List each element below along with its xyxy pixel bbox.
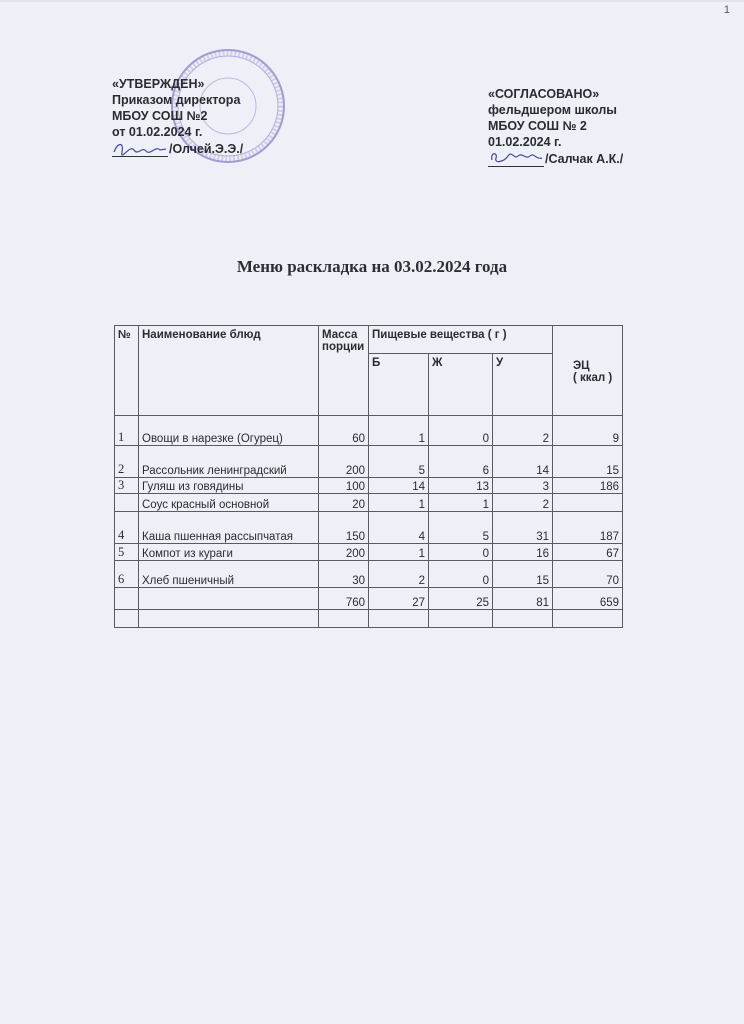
cell-zh: 1 bbox=[429, 494, 493, 512]
table-row bbox=[115, 561, 623, 588]
cell-dish-name: Овощи в нарезке (Огурец) bbox=[139, 416, 319, 446]
table-row bbox=[115, 416, 623, 446]
header-energy bbox=[553, 326, 623, 416]
cell-u: 31 bbox=[493, 512, 553, 544]
cell-mass: 100 bbox=[319, 478, 369, 494]
cell-e: 187 bbox=[553, 512, 623, 544]
table-row bbox=[115, 478, 623, 494]
cell-empty bbox=[369, 610, 429, 628]
agreement-signer: /Салчак А.К./ bbox=[545, 152, 624, 166]
cell-e bbox=[553, 494, 623, 512]
total-e: 659 bbox=[553, 588, 623, 610]
agreement-block bbox=[488, 86, 623, 167]
director-signature bbox=[112, 140, 168, 157]
agreement-by: фельдшером школы bbox=[488, 103, 617, 117]
header-energy-unit: ( ккал ) bbox=[573, 372, 613, 384]
cell-b: 5 bbox=[369, 446, 429, 478]
cell-empty bbox=[319, 610, 369, 628]
cell-b: 14 bbox=[369, 478, 429, 494]
approval-heading: «УТВЕРЖДЕН» bbox=[112, 77, 205, 91]
page-corner-mark: 1 bbox=[723, 4, 730, 16]
cell-zh: 6 bbox=[429, 446, 493, 478]
totals-row bbox=[115, 588, 623, 610]
cell-b: 2 bbox=[369, 561, 429, 588]
cell-mass: 30 bbox=[319, 561, 369, 588]
cell-zh: 0 bbox=[429, 561, 493, 588]
header-carbs: У bbox=[493, 354, 553, 416]
cell-mass: 200 bbox=[319, 446, 369, 478]
medic-signature bbox=[488, 150, 544, 167]
table-row bbox=[115, 512, 623, 544]
cell-empty bbox=[493, 610, 553, 628]
menu-table bbox=[114, 325, 623, 628]
cell-zh: 5 bbox=[429, 512, 493, 544]
header-no: № bbox=[115, 326, 139, 416]
cell-mass: 60 bbox=[319, 416, 369, 446]
cell-empty bbox=[553, 610, 623, 628]
total-u: 81 bbox=[493, 588, 553, 610]
cell-b: 4 bbox=[369, 512, 429, 544]
cell-dish-name: Рассольник ленинградский bbox=[139, 446, 319, 478]
cell-e: 67 bbox=[553, 544, 623, 561]
cell-e: 70 bbox=[553, 561, 623, 588]
approval-date: от 01.02.2024 г. bbox=[112, 125, 203, 139]
cell-e: 9 bbox=[553, 416, 623, 446]
cell-e: 15 bbox=[553, 446, 623, 478]
cell-empty bbox=[115, 610, 139, 628]
total-b: 27 bbox=[369, 588, 429, 610]
header-fat: Ж bbox=[429, 354, 493, 416]
cell-b: 1 bbox=[369, 494, 429, 512]
cell-e: 186 bbox=[553, 478, 623, 494]
agreement-signature-line bbox=[488, 150, 623, 167]
table-row bbox=[115, 494, 623, 512]
cell-no: 1 bbox=[115, 416, 139, 446]
approval-block bbox=[112, 76, 243, 157]
cell-zh: 0 bbox=[429, 416, 493, 446]
table-row bbox=[115, 544, 623, 561]
cell-dish-name: Компот из кураги bbox=[139, 544, 319, 561]
cell-u: 3 bbox=[493, 478, 553, 494]
cell-zh: 13 bbox=[429, 478, 493, 494]
cell-no: 2 bbox=[115, 446, 139, 478]
cell-b: 1 bbox=[369, 544, 429, 561]
table-row bbox=[115, 446, 623, 478]
cell-no: 6 bbox=[115, 561, 139, 588]
header-energy-label: ЭЦ bbox=[573, 360, 590, 372]
approval-school: МБОУ СОШ №2 bbox=[112, 109, 208, 123]
cell-dish-name: Гуляш из говядины bbox=[139, 478, 319, 494]
approval-signer: /Олчей.Э.Э./ bbox=[169, 142, 244, 156]
cell-b: 1 bbox=[369, 416, 429, 446]
header-protein: Б bbox=[369, 354, 429, 416]
cell-u: 14 bbox=[493, 446, 553, 478]
cell-dish-name: Соус красный основной bbox=[139, 494, 319, 512]
cell-no: 3 bbox=[115, 478, 139, 494]
header-name: Наименование блюд bbox=[139, 326, 319, 416]
total-zh: 25 bbox=[429, 588, 493, 610]
document-title: Меню раскладка на 03.02.2024 года bbox=[236, 257, 508, 276]
cell-mass: 150 bbox=[319, 512, 369, 544]
cell-zh: 0 bbox=[429, 544, 493, 561]
cell-no: 5 bbox=[115, 544, 139, 561]
cell-u: 2 bbox=[493, 494, 553, 512]
agreement-heading: «СОГЛАСОВАНО» bbox=[488, 87, 600, 101]
cell-empty bbox=[115, 588, 139, 610]
approval-signature-line bbox=[112, 140, 243, 157]
cell-empty bbox=[429, 610, 493, 628]
cell-u: 16 bbox=[493, 544, 553, 561]
cell-mass: 20 bbox=[319, 494, 369, 512]
cell-mass: 200 bbox=[319, 544, 369, 561]
agreement-school: МБОУ СОШ № 2 bbox=[488, 119, 587, 133]
cell-dish-name: Хлеб пшеничный bbox=[139, 561, 319, 588]
cell-u: 2 bbox=[493, 416, 553, 446]
header-row bbox=[115, 326, 623, 354]
cell-dish-name: Каша пшенная рассыпчатая bbox=[139, 512, 319, 544]
cell-no bbox=[115, 494, 139, 512]
agreement-date: 01.02.2024 г. bbox=[488, 135, 562, 149]
total-mass: 760 bbox=[319, 588, 369, 610]
cell-u: 15 bbox=[493, 561, 553, 588]
cell-no: 4 bbox=[115, 512, 139, 544]
empty-row bbox=[115, 610, 623, 628]
header-nutrients: Пищевые вещества ( г ) bbox=[369, 326, 553, 354]
approval-order: Приказом директора bbox=[112, 93, 241, 107]
cell-empty bbox=[139, 588, 319, 610]
cell-empty bbox=[139, 610, 319, 628]
header-mass: Масса порции bbox=[319, 326, 369, 416]
